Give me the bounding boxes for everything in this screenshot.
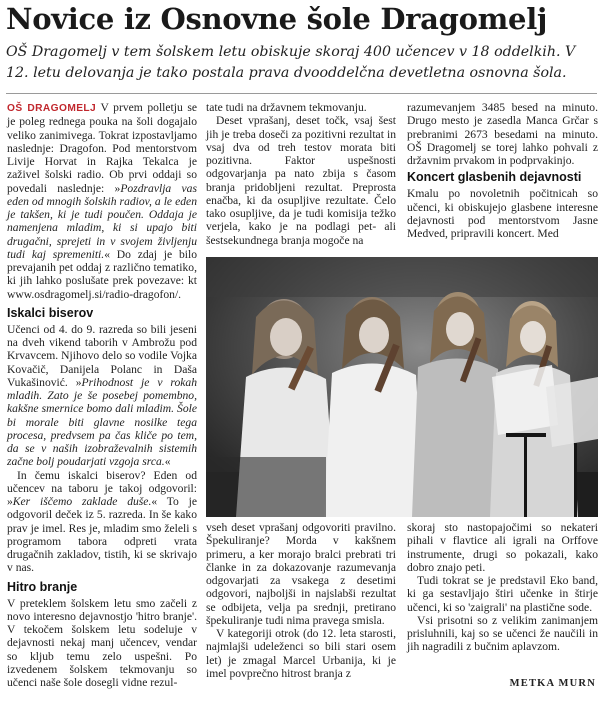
column-3-bottom bbox=[407, 521, 598, 654]
column-3-top bbox=[407, 101, 598, 240]
column-1 bbox=[7, 101, 197, 689]
subheading-hitro-branje: Hitro branje bbox=[7, 579, 78, 594]
paragraph-dragofon bbox=[7, 101, 197, 301]
column-2-bottom bbox=[206, 521, 396, 680]
paragraph-text: In čemu iskalci biserov? Eden od učencev na taboru je takoj odgovoril: » bbox=[7, 468, 197, 508]
article-headline: Novice iz Osnovne šole Dragomelj bbox=[6, 2, 548, 36]
paragraph-iskalci-2 bbox=[7, 469, 197, 575]
paragraph-continuation: razumevanjem 3485 besed na minuto. Drugo mesto je zasedla Manca Grčar s prebranimi 2673 besedami na minuto. OŠ Dragomelj se torej lahko pohvali z državnim prvakom in podprvakinjo. bbox=[407, 101, 598, 167]
paragraph-eko-band: Tudi tokrat se je predstavil Eko band, ki ga sestavljajo štiri učenke in štirje učenci, ki so 'zaigrali' na plastične sode. bbox=[407, 574, 598, 614]
subheading-iskalci-biserov: Iskalci biserov bbox=[7, 305, 94, 320]
subheading-koncert: Koncert glasbenih dejavnosti bbox=[407, 170, 582, 185]
article-lead: OŠ Dragomelj v tem šolskem letu obiskuje skoraj 400 učencev v 18 oddelkih. V 12. letu delovanja je tako postala prava dvooddelčna devetletna osnovna šola. bbox=[6, 44, 576, 81]
paragraph-continuation: tate tudi na državnem tekmovanju. bbox=[206, 101, 367, 114]
paragraph-iskalci bbox=[7, 323, 197, 469]
paragraph-text: « To je odgovoril deček iz 5. razreda. In še kako prav je imel. Res je, mladim smo želeli s programom tabora odpreti vrata drugačnih zakladov, tistih, ki se skrivajo v nas. bbox=[7, 495, 197, 575]
paragraph-text: V prvem polletju se je poleg rednega pouka na šoli dogajalo veliko zanimivega. Tokrat izpostavljamo naslednje: Dragofon. Pod mentorstvom Livije Horvat in Rajka Tekalca je zaživel šolski radio. Ob prvi oddaji so povedali naslednje: » bbox=[7, 101, 197, 195]
quote-text: Prihodnost je v rokah mladih. Zato je še posebej pomembno, kakšne smernice bomo dali mladim. Šole bi morale biti glavne nosilke tega procesa, predvsem pa čas kliče po tem, da se v naših izobraževalnih sistemih začne bolj poudarjati vzgoja srca. bbox=[7, 375, 198, 469]
paragraph-kategorija: V kategoriji otrok (do 12. leta starosti, najmlajši udeleženci so bili stari osem let) je zmagal Marcel Urbanija, ki je imel povprečno hitrost branja z bbox=[206, 627, 396, 680]
photo-recorder-concert bbox=[206, 257, 598, 517]
author-byline: METKA MURN bbox=[509, 678, 596, 689]
photo-image bbox=[206, 257, 598, 517]
paragraph-continuation: skoraj sto nastopajočimi so nekateri pihali v flavtice ali igrali na Orffove instrumente, drugi so pokazali, kako dobro znajo peti. bbox=[407, 521, 598, 574]
quote-text: Ker iščemo zaklade duše. bbox=[12, 495, 152, 508]
paragraph-koncert: Kmalu po novoletnih počitnicah so učenci, ki obiskujejo glasbene interesne dejavnosti pod mentorstvom Jasne Medved, pripravili koncert. Med bbox=[407, 187, 598, 240]
paragraph-text: « Do zdaj je bilo prevajanih pet oddaj z različno tematiko, ki jih lahko poslušate prek povezave: kt www.osdragomelj.si/radio-dragofon/. bbox=[7, 247, 197, 301]
paragraph-text: Učenci od 4. do 9. razreda so bili jeseni na dveh vikend taborih v Ambrožu pod Krvavcem. Njihovo delo so vodile Vojka Kovačič, Danijela Polanc in Daša Vukašinović. » bbox=[7, 322, 197, 389]
paragraph-text: « bbox=[164, 455, 171, 469]
paragraph-aplavz: Vsi prisotni so z velikim zanimanjem prisluhnili, kaj so se učenci že naučili in jih nagradili z bučnim aplavzom. bbox=[407, 613, 598, 654]
column-2-top bbox=[206, 101, 396, 247]
paragraph-deset-vprasanj: Deset vprašanj, deset točk, vsaj šest jih je treba doseči za pozitivni rezultat in vsaj dva od treh testov morata biti pozitivna. Faktor uspešnosti odgovarjanja pa nato zbija s časom branja pridobljeni rezultat. Preprosta enačba, ki da osupljive rezultate. Čelo tako osupljive, da je tudi komisija težko verjela, kako je na podlagi pet- ali šestsekundnega branja mogoče na bbox=[206, 114, 396, 247]
place-tag: OŠ DRAGOMELJ bbox=[7, 103, 97, 114]
paragraph-hitro-branje: V preteklem šolskem letu smo začeli z novo interesno dejavnostjo 'hitro branje'. V tekočem šolskem letu sodeluje v dejavnosti nekaj manj učencev, vendar so kljub temu zelo uspešni. Po izvedenem šolskem tekmovanju so učenci naše šole dosegli vidne rezul- bbox=[7, 596, 197, 689]
paragraph-continuation: vseh deset vprašanj odgovoriti pravilno. Špekuliranje? Morda v kakšnem primeru, a ker morajo bralci prebrati tri članke in za dokazovanje razumevanja odgovarjati za vsakega z desetimi odgovori, najboljši in najslabši rezultat se odbijeta, velja pa srednji, pretirano špekuliranje tudi nima pravega smisla. bbox=[206, 521, 396, 627]
quote-text: Pozdravlja vas eden od mnogih šolskih radiov, a le eden je takšen, ki je tudi poučen. Oddaja je namenjena mladim, ki si upajo biti drugačni, sprejeti in v svojem življenju tudi kaj spremeniti. bbox=[7, 181, 197, 261]
lead-divider bbox=[6, 93, 597, 94]
